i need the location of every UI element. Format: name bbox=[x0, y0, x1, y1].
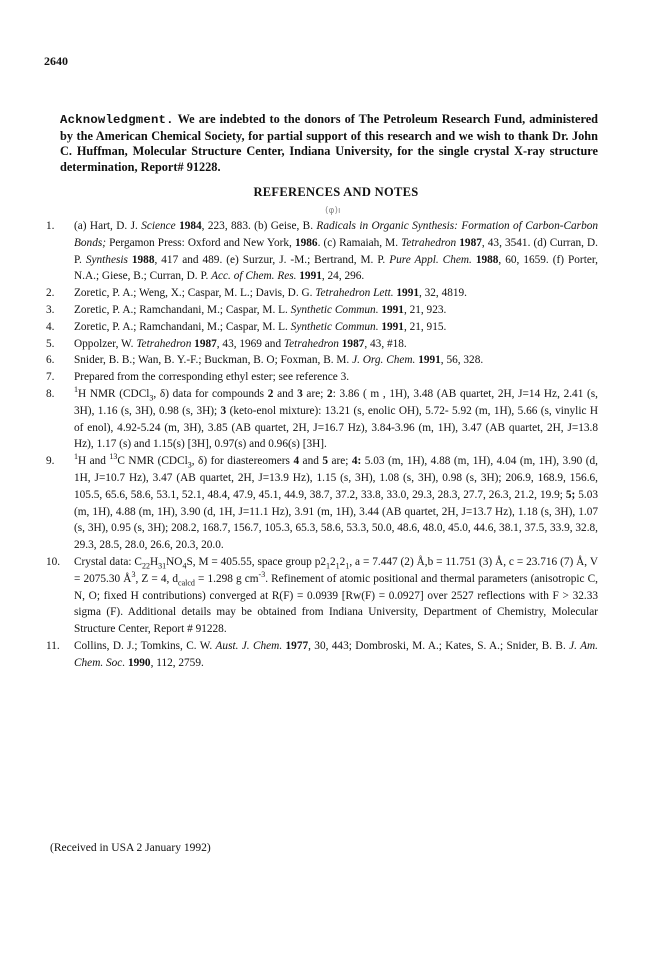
reference-number: 8. bbox=[46, 387, 55, 400]
reference-text: Zoretic, P. A.; Ramchandani, M.; Caspar, M. L. Synthetic Commun. 1991, 21, 923. bbox=[74, 303, 447, 316]
reference-5 bbox=[46, 336, 598, 353]
reference-number: 10. bbox=[46, 555, 61, 568]
reference-4 bbox=[46, 319, 598, 336]
reference-text: $^1$H NMR (CDCl$_3$, δ) data for compounds 2 and 3 are; 2: 3.86 ( m , 1H), 3.48 (AB quartet, 2H, J=14 Hz, 2.41 (s, 3H), 1.16 (s, 3H), 0.98 (s, 3H); 3 (keto-enol mixture): 13.21 (s, enolic OH), 5.72- 5.92 (m, 1H), 5.66 (s, vinylic H of enol), 4.92-5.24 (m, 3H), 3.85 (AB quartet, 2H, J=16.7 Hz), 3.84-3.96 (m, 1H), 3.47 (AB quartet, 2H, J=13.8 Hz), 1.17 (s) and 1.15(s) [3H], 0.97(s) and 0.96(s) [3H]. bbox=[74, 385, 599, 451]
acknowledgment-report-number: # 91228. bbox=[177, 159, 221, 174]
reference-6 bbox=[46, 352, 598, 369]
reference-text: Snider, B. B.; Wan, B. Y.-F.; Buckman, B. O; Foxman, B. M. J. Org. Chem. 1991, 56, 328. bbox=[74, 354, 484, 367]
reference-text: Zoretic, P. A.; Weng, X.; Caspar, M. L.; Davis, D. G. Tetrahedron Lett. 1991, 32, 4819. bbox=[74, 287, 467, 300]
reference-number: 6. bbox=[46, 354, 55, 367]
reference-7 bbox=[46, 369, 598, 386]
reference-number: 4. bbox=[46, 320, 55, 333]
page-number: 2640 bbox=[44, 54, 68, 68]
reference-text: Collins, D. J.; Tomkins, C. W. Aust. J. Chem. 1977, 30, 443; Dombroski, M. A.; Kates, S. A.; Snider, B. B. J. Am. Chem. Soc. 1990, 112, 2759. bbox=[74, 639, 599, 669]
reference-text: Prepared from the corresponding ethyl ester; see reference 3. bbox=[74, 371, 350, 384]
reference-number: 5. bbox=[46, 337, 55, 350]
handwritten-mark: (φ)ı bbox=[325, 206, 341, 216]
reference-2 bbox=[46, 285, 598, 302]
acknowledgment-paragraph bbox=[60, 112, 598, 175]
received-date: (Received in USA 2 January 1992) bbox=[50, 842, 211, 854]
reference-text: Zoretic, P. A.; Ramchandani, M.; Caspar, M. L. Synthetic Commun. 1991, 21, 915. bbox=[74, 320, 447, 333]
reference-text: $^1$H and $^{13}$C NMR (CDCl$_3$, δ) for diastereomers 4 and 5 are; 4: 5.03 (m, 1H), 4.88 (m, 1H), 4.04 (m, 1H), 3.90 (d, 1H, J=10.7 Hz), 3.47 (AB quartet, 2H, J=13.9 Hz), 1.15 (s, 3H), 1.08 (s, 3H), 0.98 (s, 3H); 206.9, 168.9, 156.6, 105.5, 65.6, 58.6, 53.1, 52.1, 48.4, 47.9, 45.1, 44.9, 38.7, 37.2, 33.8, 33.0, 29.3, 28.3, 27.7, 26.3, 21.2, 19.9; 5; 5.03 (m, 1H), 4.88 (m, 1H), 3.90 (d, 1H, J=11.1 Hz), 3.91 (m, 1H), 3.44 (AB quartet, 2H, J=13.7 Hz), 1.18 (s, 3H), 1.07 (s, 3H), 0.95 (s, 3H); 208.2, 168.7, 156.7, 105.3, 65.3, 58.6, 53.3, 50.0, 48.6, 48.0, 45.0, 44.6, 38.1, 37.5, 33.9, 32.8, 29.3, 28.5, 28.0, 26.6, 20.3, 20.0. bbox=[74, 452, 599, 552]
references-heading: REFERENCES AND NOTES bbox=[253, 185, 419, 199]
reference-number: 9. bbox=[46, 455, 55, 468]
references-list bbox=[46, 218, 598, 672]
reference-text: (a) Hart, D. J. Science 1984, 223, 883. (b) Geise, B. Radicals in Organic Synthesis: Formation of Carbon-Carbon Bonds; Pergamon Press: Oxford and New York, 1986. (c) Ramaiah, M. Tetrahedron 1987, 43, 3541. (d) Curran, D. P. Synthesis 1988, 417 and 489. (e) Surzur, J. -M.; Bertrand, M. P. Pure Appl. Chem. 1988, 60, 1659. (f) Porter, N.A.; Giese, B.; Curran, D. P. Acc. of Chem. Res. 1991, 24, 296. bbox=[74, 220, 599, 283]
reference-number: 2. bbox=[46, 287, 55, 300]
acknowledgment-text: We are indebted to the donors of The Petroleum Research Fund, administered by the American Chemical Society, for partial support of this research and we wish to thank Dr. John C. Huffman, Molecular Structure Center, Indiana University, for the single crystal X-ray structure determination, Report bbox=[60, 112, 598, 174]
reference-text: Oppolzer, W. Tetrahedron 1987, 43, 1969 and Tetrahedron 1987, 43, #18. bbox=[74, 337, 407, 350]
reference-number: 3. bbox=[46, 303, 55, 316]
reference-11 bbox=[46, 638, 598, 672]
reference-text: Crystal data: $C_{22}H_{31}NO_4S$, M = 405.55, space group $p2_12_12_1$, a = 7.447 (2) Å,b = 11.751 (3) Å, c = 23.716 (7) Å, V = 2075.30 $Å^3$, Z = 4, $d_{calcd} = 1.298$ g $cm^{-3}$. Refinement of atomic positional and thermal parameters (anisotropic C, N, O; fixed H contributions) converged at R(F) = 0.0939 [Rw(F) = 0.0927] over 2527 reflections with F > 32.33 sigma (F). Additional details may be obtained from Indiana University, Department of Chemistry, Molecular Structure Center, Report # 91228. bbox=[74, 555, 598, 636]
acknowledgment-heading: Acknowledgment. bbox=[60, 113, 174, 127]
reference-9 bbox=[46, 453, 598, 554]
reference-number: 11. bbox=[46, 639, 60, 652]
reference-number: 7. bbox=[46, 371, 55, 384]
reference-10 bbox=[46, 554, 598, 638]
reference-1 bbox=[46, 218, 598, 285]
reference-3 bbox=[46, 302, 598, 319]
reference-8 bbox=[46, 386, 598, 453]
reference-number: 1. bbox=[46, 220, 55, 232]
